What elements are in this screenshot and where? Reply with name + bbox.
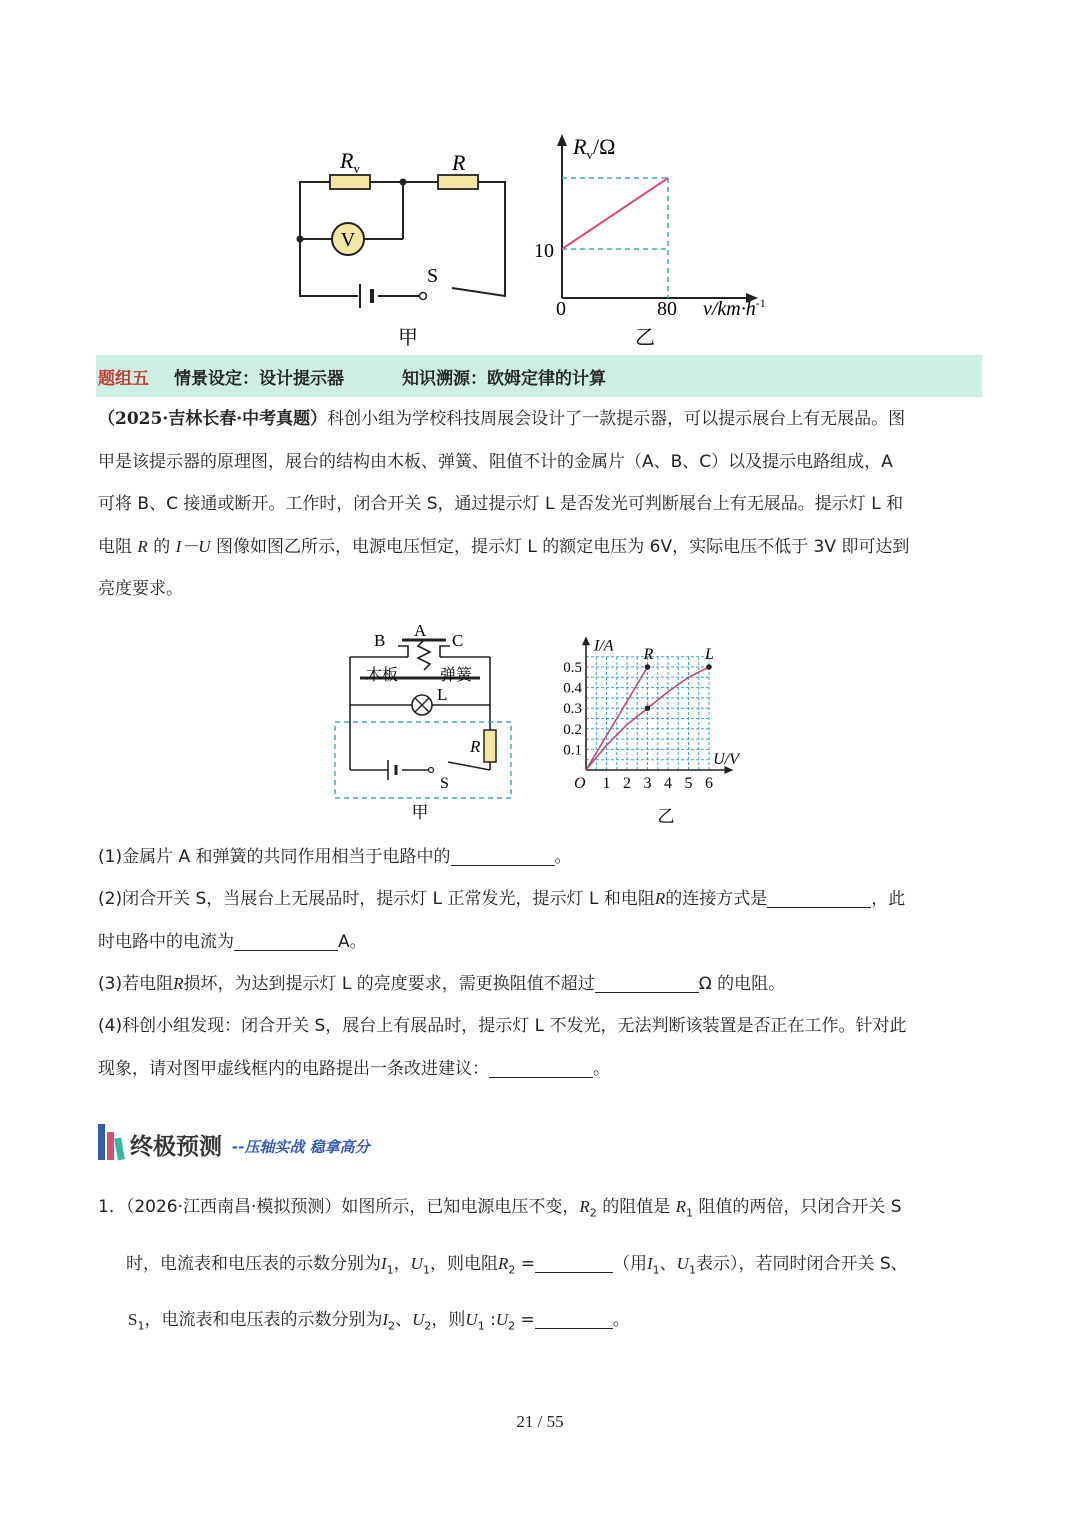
- problem-line-1: 科创小组为学校科技周展会设计了一款提示器，可以提示展台上有无展品。图: [327, 409, 906, 429]
- r-resistor: [484, 730, 496, 762]
- x-tick-label: 3: [643, 775, 652, 792]
- problem-source: （2025·吉林长春·中考真题）: [98, 409, 328, 429]
- svg-text:甲: 甲: [411, 803, 429, 822]
- svg-text:甲: 甲: [398, 327, 418, 349]
- svg-text:V: V: [340, 229, 356, 251]
- answer-blank[interactable]: [234, 930, 338, 951]
- y-axis-arrow: [582, 636, 590, 645]
- question-4: (4)科创小组发现：闭合开关 S，展台上有展品时，提示灯 L 不发光，无法判断该装置是否正在工作。针对此 现象，请对图甲虚线框内的电路提出一条改进建议： 。: [98, 1016, 907, 1079]
- svg-text:乙: 乙: [635, 327, 655, 349]
- answer-blank[interactable]: [535, 1252, 613, 1273]
- svg-text:v/km·h-1: $v/km\cdot h^{-1}$: [703, 296, 766, 320]
- rv-resistor: [330, 175, 370, 189]
- prediction-line-3: $S_1$，电流表和电压表的示数分别为$I_2$、$U_2$，则$U_1$ $:U_2$ = 。: [128, 1310, 630, 1333]
- figure-2-circuit: [330, 620, 520, 826]
- data-point: [706, 664, 712, 670]
- section-subtitle: --压轴实战 稳拿高分: [232, 1138, 370, 1156]
- problem-line-2: 甲是该提示器的原理图，展台的结构由木板、弹簧、阻值不计的金属片（A、B、C）以及提示电路组成，A: [98, 451, 893, 472]
- group-knowledge: 知识溯源：欧姆定律的计算: [402, 369, 606, 389]
- answer-blank[interactable]: [595, 972, 699, 993]
- group-tag: 题组五: [98, 369, 149, 389]
- x-tick-label: 5: [684, 775, 693, 792]
- y-tick-label: 0.5: [563, 660, 582, 676]
- chart-caption: 乙: [657, 807, 675, 826]
- problem-line-5: 亮度要求。: [98, 579, 183, 599]
- svg-text:0: 0: [556, 298, 566, 320]
- prediction-line-2: 时，电流表和电压表的示数分别为$I_1$，$U_1$，则电阻$R_2$ = （用$I_1$、$U_1$表示），若同时闭合开关 S、: [126, 1254, 908, 1277]
- x-tick-label: 1: [602, 775, 611, 792]
- x-axis-label: U/V: [713, 751, 739, 768]
- svg-text:弹簧: 弹簧: [440, 667, 473, 684]
- answer-blank[interactable]: [535, 1308, 613, 1329]
- question-1: (1)金属片 A 和弹簧的共同作用相当于电路中的 。: [98, 847, 572, 867]
- svg-text:A: A: [414, 621, 427, 640]
- y-tick-label: 0.4: [563, 680, 582, 697]
- svg-text:L: L: [437, 685, 448, 704]
- series-L-label: L: [705, 646, 714, 663]
- answer-blank[interactable]: [489, 1057, 593, 1078]
- svg-text:R: R: [452, 150, 466, 175]
- problem-text: [98, 398, 984, 611]
- figure-2-chart: [552, 636, 762, 826]
- answer-blank[interactable]: [767, 887, 871, 908]
- svg-text:C: C: [452, 631, 464, 650]
- question-2: (2)闭合开关 S，当展台上无展品时，提示灯 L 正常发光，提示灯 L 和电阻R的连接方式是 ，此 时电路中的电流为 A。: [98, 889, 906, 952]
- svg-text:S: S: [440, 775, 449, 792]
- svg-text:10: 10: [534, 240, 554, 262]
- svg-text:R: R: [470, 737, 481, 756]
- question-3: (3)若电阻R损坏，为达到提示灯 L 的亮度要求，需更换阻值不超过 Ω 的电阻。: [98, 974, 786, 994]
- figure-1: [280, 120, 800, 352]
- books-icon: [96, 1122, 130, 1162]
- x-tick-label: 2: [623, 775, 631, 792]
- r-resistor: [438, 175, 478, 189]
- x-tick-label: 6: [705, 775, 713, 792]
- y-tick-label: 0.3: [563, 701, 582, 718]
- section-header: [96, 1120, 596, 1164]
- problem-line-3: 可将 B、C 接通或断开。工作时，闭合开关 S，通过提示灯 L 是否发光可判断展台上有无展品。提示灯 L 和: [98, 494, 904, 514]
- page-number: 21 / 55: [516, 1412, 564, 1431]
- svg-text:Rv/Ω: $R_v/\Omega$: [573, 134, 616, 162]
- svg-text:Rv: $R_v$: [340, 148, 360, 176]
- y-axis-label: I/A: [594, 637, 614, 655]
- origin-label: O: [574, 775, 586, 792]
- y-tick-label: 0.1: [563, 742, 582, 759]
- section-title: 终极预测: [130, 1134, 222, 1160]
- prediction-line-1: 1．（2026·江西南昌·模拟预测）如图所示，已知电源电压不变，$R_2$ 的阻值是 $R_1$ 阻值的两倍，只闭合开关 S: [98, 1197, 902, 1220]
- rv-line: [562, 178, 668, 249]
- data-point: [645, 664, 651, 670]
- group-scene: 情景设定：设计提示器: [174, 369, 344, 389]
- svg-text:80: 80: [657, 298, 677, 320]
- data-point: [645, 705, 651, 711]
- y-tick-label: 0.2: [563, 721, 582, 738]
- x-tick-label: 4: [664, 775, 672, 792]
- svg-text:B: B: [374, 631, 386, 650]
- group-header-bar: [96, 355, 982, 397]
- problem-line-4: 电阻 R 的 I－U 图像如图乙所示，电源电压恒定，提示灯 L 的额定电压为 6V，实际电压不低于 3V 即可达到: [98, 536, 910, 557]
- svg-text:S: S: [427, 265, 439, 287]
- answer-blank[interactable]: [451, 845, 555, 866]
- series-R-label: R: [643, 646, 654, 663]
- svg-text:木板: 木板: [366, 667, 399, 684]
